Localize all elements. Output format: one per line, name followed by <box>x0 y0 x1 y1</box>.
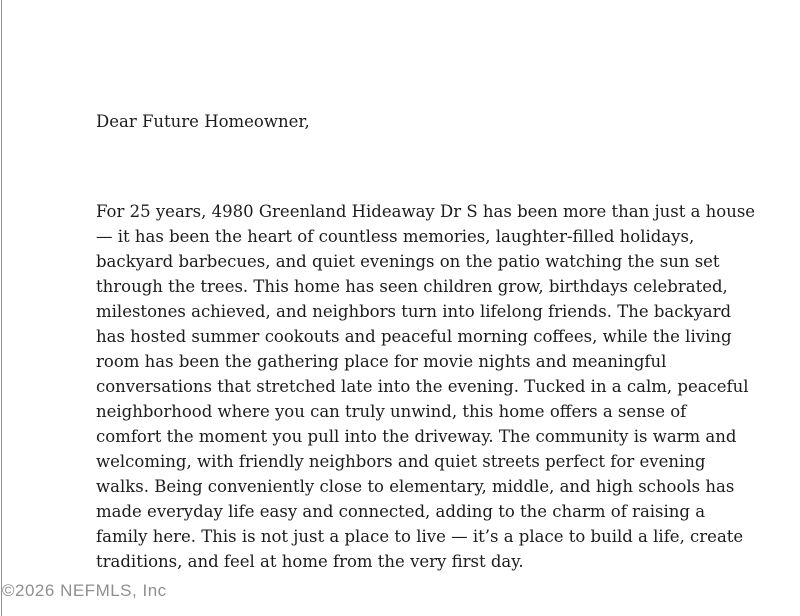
letter-line: milestones achieved, and neighbors turn into lifelong friends. The backyard <box>96 302 732 321</box>
letter-salutation: Dear Future Homeowner, <box>96 112 310 131</box>
letter-line: room has been the gathering place for movie nights and meaningful <box>96 352 667 371</box>
letter-line: conversations that stretched late into the evening. Tucked in a calm, peaceful <box>96 377 749 396</box>
letter-line: family here. This is not just a place to live — it’s a place to build a life, create <box>96 527 744 546</box>
letter-line: through the trees. This home has seen children grow, birthdays celebrated, <box>96 277 728 296</box>
letter-line: has hosted summer cookouts and peaceful morning coffees, while the living <box>96 327 732 346</box>
letter-line: — it has been the heart of countless memories, laughter-filled holidays, <box>96 227 695 246</box>
letter-line: For 25 years, 4980 Greenland Hideaway Dr S has been more than just a house <box>96 202 756 221</box>
letter-content <box>96 109 755 574</box>
letter-line: neighborhood where you can truly unwind, this home offers a sense of <box>96 402 687 421</box>
left-border-line <box>1 0 2 616</box>
copyright-watermark: ©2026 NEFMLS, Inc <box>2 581 167 600</box>
letter-body <box>96 199 755 574</box>
letter-line: comfort the moment you pull into the driveway. The community is warm and <box>96 427 737 446</box>
letter-line: traditions, and feel at home from the very first day. <box>96 552 524 571</box>
letter-line: welcoming, with friendly neighbors and quiet streets perfect for evening <box>96 452 706 471</box>
letter-line: backyard barbecues, and quiet evenings on the patio watching the sun set <box>96 252 720 271</box>
letter-line: walks. Being conveniently close to elementary, middle, and high schools has <box>96 477 735 496</box>
letter-line: made everyday life easy and connected, adding to the charm of raising a <box>96 502 706 521</box>
